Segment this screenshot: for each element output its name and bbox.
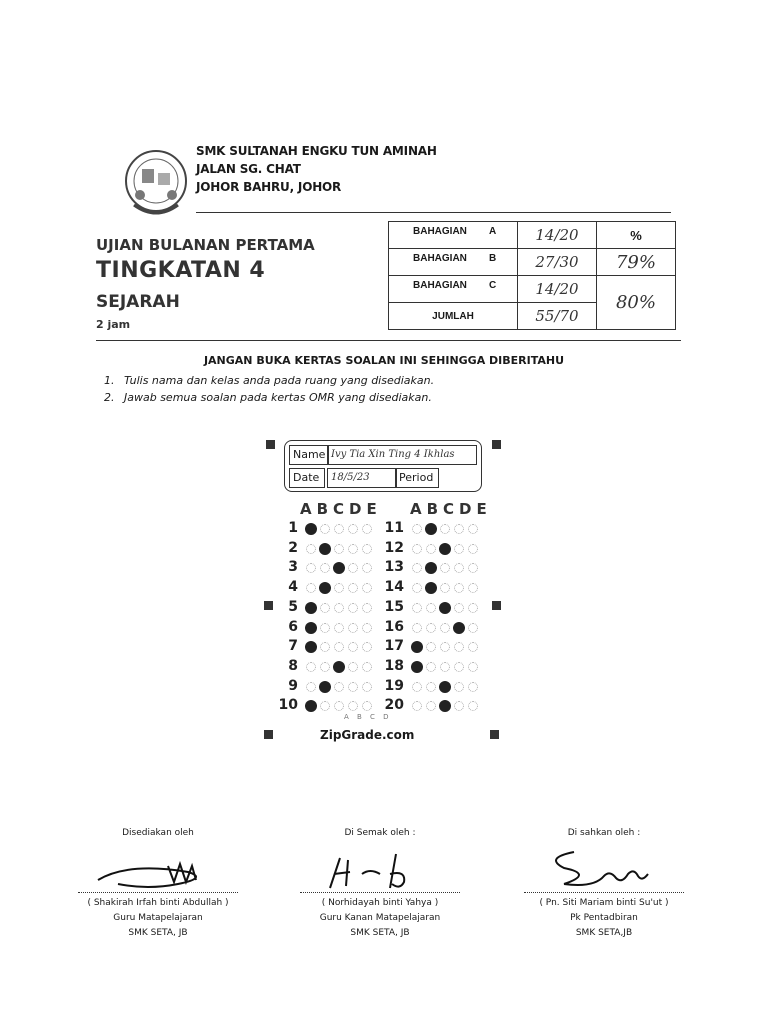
- section-mark: 14/20: [518, 222, 597, 249]
- question-number: 4: [288, 579, 298, 596]
- answer-bubble[interactable]: [348, 682, 358, 692]
- omr-footer-letters: A B C D: [344, 713, 392, 721]
- school-address-block: [196, 142, 437, 196]
- instruction-item: 2. Jawab semua soalan pada kertas OMR yang disediakan.: [104, 391, 432, 404]
- answer-bubble[interactable]: [468, 642, 478, 652]
- handwritten-signature: [88, 844, 228, 892]
- answer-bubble[interactable]: [306, 544, 316, 554]
- score-row-a: [389, 222, 676, 249]
- answer-bubble[interactable]: [362, 563, 372, 573]
- date-label: Date: [289, 468, 325, 488]
- answer-bubble-filled[interactable]: [305, 523, 317, 535]
- answer-bubble[interactable]: [348, 524, 358, 534]
- answer-bubble[interactable]: [426, 701, 436, 711]
- answer-bubble[interactable]: [454, 603, 464, 613]
- answer-bubble[interactable]: [334, 583, 344, 593]
- answer-bubble-filled[interactable]: [425, 523, 437, 535]
- zipgrade-brand: ZipGrade.com: [320, 728, 415, 742]
- signatory-name: ( Pn. Siti Mariam binti Su'ut ): [539, 898, 669, 908]
- answer-bubble-filled[interactable]: [305, 622, 317, 634]
- section-label: BAHAGIAN: [413, 226, 467, 237]
- answer-bubble[interactable]: [362, 642, 372, 652]
- exam-form: TINGKATAN 4: [96, 258, 266, 283]
- answer-bubble[interactable]: [334, 642, 344, 652]
- answer-bubble[interactable]: [468, 563, 478, 573]
- answer-bubble[interactable]: [468, 544, 478, 554]
- signatory-role: Guru Matapelajaran: [113, 913, 203, 923]
- answer-bubble-filled[interactable]: [439, 700, 451, 712]
- signatory-role: Guru Kanan Matapelajaran: [319, 913, 441, 923]
- answer-bubble[interactable]: [348, 583, 358, 593]
- answer-bubble-filled[interactable]: [439, 602, 451, 614]
- answer-bubble[interactable]: [362, 682, 372, 692]
- omr-fiducial-mark: [264, 601, 273, 610]
- answer-bubble[interactable]: [454, 682, 464, 692]
- answer-bubble[interactable]: [320, 701, 330, 711]
- answer-bubble-filled[interactable]: [319, 582, 331, 594]
- answer-bubble[interactable]: [334, 524, 344, 534]
- answer-bubble[interactable]: [348, 662, 358, 672]
- section-mark: 27/30: [518, 249, 597, 276]
- answer-bubble[interactable]: [306, 662, 316, 672]
- question-number: 12: [384, 539, 404, 556]
- answer-bubble[interactable]: [348, 623, 358, 633]
- answer-bubble-filled[interactable]: [411, 641, 423, 653]
- instructions-list: [104, 372, 434, 406]
- answer-bubble[interactable]: [468, 524, 478, 534]
- answer-bubble[interactable]: [362, 701, 372, 711]
- omr-fiducial-mark: [492, 601, 501, 610]
- answer-bubble[interactable]: [334, 682, 344, 692]
- handwritten-signature: [534, 844, 674, 892]
- signature-line: [300, 892, 460, 893]
- answer-bubble[interactable]: [426, 662, 436, 672]
- question-number: 3: [288, 559, 298, 576]
- signatory-org: SMK SETA,JB: [575, 928, 633, 938]
- answer-bubble-filled[interactable]: [439, 681, 451, 693]
- answer-bubble[interactable]: [412, 563, 422, 573]
- section-divider: [96, 340, 681, 341]
- signature-line: [524, 892, 684, 893]
- answer-bubble[interactable]: [320, 642, 330, 652]
- answer-bubble[interactable]: [440, 662, 450, 672]
- choice-header-left: ABCDE: [300, 500, 382, 518]
- answer-bubble-filled[interactable]: [305, 641, 317, 653]
- answer-bubble[interactable]: [426, 642, 436, 652]
- signatory-name: ( Norhidayah binti Yahya ): [321, 898, 439, 908]
- question-number: 8: [288, 657, 298, 674]
- section-letter: C: [489, 280, 497, 291]
- question-number: 5: [288, 598, 298, 615]
- total-mark: 55/70: [518, 303, 597, 330]
- answer-bubble[interactable]: [362, 583, 372, 593]
- date-value: 18/5/23: [327, 468, 397, 488]
- percent-value: 80%: [597, 276, 676, 330]
- question-number: 2: [288, 539, 298, 556]
- answer-bubble[interactable]: [426, 544, 436, 554]
- answer-bubble[interactable]: [454, 662, 464, 672]
- answer-bubble[interactable]: [468, 701, 478, 711]
- answer-bubble[interactable]: [468, 603, 478, 613]
- answer-bubble[interactable]: [440, 524, 450, 534]
- section-label: BAHAGIAN: [413, 253, 467, 264]
- answer-bubble[interactable]: [412, 524, 422, 534]
- answer-bubble-filled[interactable]: [319, 543, 331, 555]
- answer-bubble[interactable]: [454, 524, 464, 534]
- answer-bubble[interactable]: [362, 603, 372, 613]
- question-number: 6: [288, 618, 298, 635]
- answer-bubble[interactable]: [348, 701, 358, 711]
- answer-bubble-filled[interactable]: [319, 681, 331, 693]
- question-number: 13: [384, 559, 404, 576]
- answer-bubble[interactable]: [334, 623, 344, 633]
- answer-bubble[interactable]: [320, 563, 330, 573]
- answer-bubble[interactable]: [320, 662, 330, 672]
- period-label: Period: [395, 468, 439, 488]
- answer-bubble[interactable]: [306, 563, 316, 573]
- school-name: SMK SULTANAH ENGKU TUN AMINAH: [196, 144, 437, 158]
- answer-bubble[interactable]: [468, 662, 478, 672]
- answer-bubble[interactable]: [440, 642, 450, 652]
- answer-bubble[interactable]: [348, 544, 358, 554]
- school-crest: [120, 145, 192, 223]
- signature-caption: Disediakan oleh: [122, 828, 194, 838]
- answer-bubble[interactable]: [362, 524, 372, 534]
- question-number: 17: [384, 638, 404, 655]
- answer-bubble[interactable]: [320, 524, 330, 534]
- name-label: Name: [289, 445, 329, 465]
- score-row-b: [389, 249, 676, 276]
- answer-bubble[interactable]: [454, 642, 464, 652]
- omr-fiducial-mark: [492, 440, 501, 449]
- answer-bubble[interactable]: [440, 623, 450, 633]
- answer-bubble[interactable]: [426, 603, 436, 613]
- signatory-name: ( Shakirah Irfah binti Abdullah ): [87, 898, 229, 908]
- omr-student-box: [284, 440, 482, 492]
- answer-bubble[interactable]: [334, 603, 344, 613]
- answer-bubble[interactable]: [334, 544, 344, 554]
- answer-bubble-filled[interactable]: [425, 582, 437, 594]
- exam-subject: SEJARAH: [96, 292, 180, 312]
- answer-bubble[interactable]: [334, 701, 344, 711]
- answer-bubble[interactable]: [454, 563, 464, 573]
- question-number: 14: [384, 579, 404, 596]
- section-mark: 14/20: [518, 276, 597, 303]
- answer-bubble[interactable]: [412, 544, 422, 554]
- score-row-c: [389, 276, 676, 303]
- answer-bubble[interactable]: [412, 623, 422, 633]
- score-table: [388, 221, 676, 330]
- question-number: 16: [384, 618, 404, 635]
- answer-bubble[interactable]: [362, 623, 372, 633]
- answer-bubble[interactable]: [320, 603, 330, 613]
- answer-bubble-filled[interactable]: [439, 543, 451, 555]
- answer-bubble[interactable]: [412, 701, 422, 711]
- signatory-role: Pk Pentadbiran: [570, 913, 638, 923]
- total-label: JUMLAH: [432, 311, 474, 322]
- question-number: 9: [288, 677, 298, 694]
- question-number: 11: [384, 520, 404, 536]
- answer-bubble[interactable]: [320, 623, 330, 633]
- answer-bubble-filled[interactable]: [425, 562, 437, 574]
- signature-caption: Di sahkan oleh :: [567, 828, 641, 838]
- choice-header-right: ABCDE: [410, 500, 492, 518]
- omr-fiducial-mark: [490, 730, 499, 739]
- answer-bubble[interactable]: [426, 682, 436, 692]
- answer-bubble-filled[interactable]: [411, 661, 423, 673]
- school-address-line1: JALAN SG. CHAT: [196, 162, 301, 176]
- instruction-item: 1. Tulis nama dan kelas anda pada ruang yang disediakan.: [104, 374, 435, 387]
- exam-title: UJIAN BULANAN PERTAMA: [96, 236, 315, 254]
- question-number: 15: [384, 598, 404, 615]
- school-address-line2: JOHOR BAHRU, JOHOR: [196, 180, 342, 194]
- name-value: Ivy Tia Xin Ting 4 Ikhlas: [327, 445, 477, 465]
- answer-bubble[interactable]: [440, 583, 450, 593]
- answer-bubble[interactable]: [454, 583, 464, 593]
- answer-bubble[interactable]: [348, 603, 358, 613]
- answer-bubble[interactable]: [412, 583, 422, 593]
- answer-bubble[interactable]: [412, 682, 422, 692]
- answer-bubble[interactable]: [454, 701, 464, 711]
- exam-duration: 2 jam: [96, 318, 131, 331]
- answer-bubble[interactable]: [454, 544, 464, 554]
- section-letter: A: [489, 226, 497, 237]
- answer-bubble-filled[interactable]: [333, 661, 345, 673]
- header-divider: [196, 212, 671, 213]
- signatory-org: SMK SETA, JB: [350, 928, 410, 938]
- percent-value: 79%: [597, 249, 676, 276]
- section-label: BAHAGIAN: [413, 280, 467, 291]
- question-number: 1: [288, 520, 298, 536]
- question-number: 10: [278, 697, 298, 714]
- question-number: 7: [288, 638, 298, 655]
- percent-header: %: [597, 222, 676, 249]
- answer-bubble[interactable]: [468, 623, 478, 633]
- warning-text: JANGAN BUKA KERTAS SOALAN INI SEHINGGA DIBERITAHU: [203, 354, 565, 367]
- answer-bubble-filled[interactable]: [333, 562, 345, 574]
- answer-bubble[interactable]: [362, 662, 372, 672]
- answer-bubble[interactable]: [468, 583, 478, 593]
- answer-bubble[interactable]: [426, 623, 436, 633]
- answer-bubble[interactable]: [468, 682, 478, 692]
- answer-bubble[interactable]: [348, 642, 358, 652]
- question-number: 18: [384, 657, 404, 674]
- handwritten-signature: [310, 844, 450, 892]
- omr-fiducial-mark: [266, 440, 275, 449]
- answer-bubble[interactable]: [362, 544, 372, 554]
- signature-line: [78, 892, 238, 893]
- answer-bubble[interactable]: [440, 563, 450, 573]
- answer-bubble[interactable]: [348, 563, 358, 573]
- omr-fiducial-mark: [264, 730, 273, 739]
- answer-bubble[interactable]: [306, 583, 316, 593]
- signatory-org: SMK SETA, JB: [128, 928, 188, 938]
- question-number: 19: [384, 677, 404, 694]
- section-letter: B: [489, 253, 497, 264]
- answer-bubble-filled[interactable]: [305, 602, 317, 614]
- question-number: 20: [384, 697, 404, 714]
- answer-bubble[interactable]: [306, 682, 316, 692]
- signature-caption: Di Semak oleh :: [344, 828, 416, 838]
- answer-bubble-filled[interactable]: [453, 622, 465, 634]
- answer-bubble-filled[interactable]: [305, 700, 317, 712]
- answer-bubble[interactable]: [412, 603, 422, 613]
